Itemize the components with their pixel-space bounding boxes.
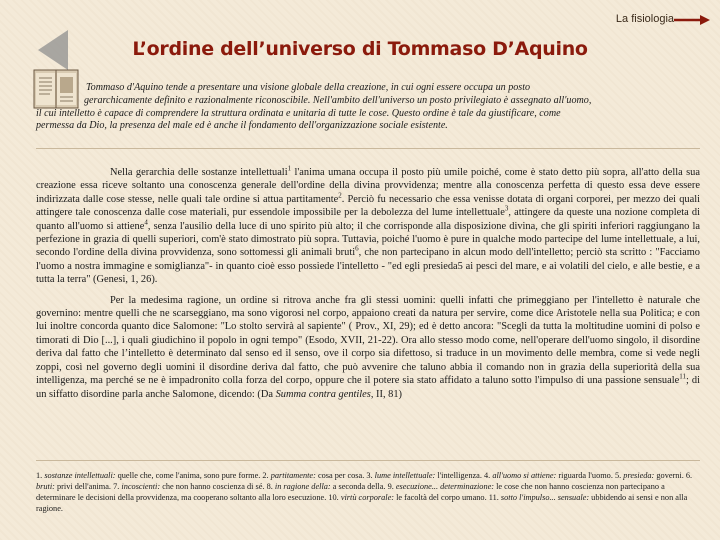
note-ref-4: 4: [144, 218, 148, 227]
note-ref-2: 2: [338, 191, 342, 200]
footnote-definition: privi dell'anima.: [54, 482, 112, 491]
divider-bottom: [36, 460, 700, 461]
footnote-number: 4.: [484, 471, 491, 480]
footnote-definition: quelle che, come l'anima, sono pure forme.: [115, 471, 261, 480]
footnote-number: 11.: [488, 493, 499, 502]
footnote-number: 6.: [685, 471, 693, 480]
footnote-number: 2.: [262, 471, 269, 480]
footnote-definition: governi.: [654, 471, 684, 480]
intro-line-3: il cui intelletto è capace di comprendere la struttura ordinata e unitaria di tutte le cose. Questo ordine è tale da giustificare, come: [36, 107, 561, 119]
footnote-term: determinazione:: [440, 482, 495, 491]
intro-text: [36, 82, 698, 133]
footnote-term: bruti:: [36, 482, 55, 491]
footnote-definition: riguarda l'uomo.: [556, 471, 613, 480]
intro-line-1: Tommaso d'Aquino tende a presentare una visione globale della creazione, in cui ogni essere occupa un posto: [86, 82, 531, 93]
footnote-definition: che non hanno coscienza di sé.: [160, 482, 265, 491]
note-ref-1: 1: [287, 164, 292, 173]
footnote-item: [262, 471, 366, 480]
footnote-term: lume intellettuale:: [374, 471, 436, 480]
p1-text-6: , che non partecipano in alcun modo dell'intelletto; perciò sta scritto : "Facciamo l'uomo a nostra immagine e somiglianza"- in quanto cioè esso possiede l'intelletto - "ed egli presieda5 ai pesci del mare, e ai volatili del cielo, e alle bestie, e a tutta la terra" (Genesi, 1, 26).: [36, 247, 700, 286]
footnote-number: 7.: [113, 482, 120, 491]
footnote-definition: le facoltà del corpo umano.: [394, 493, 487, 502]
footnote-term: sostanze intellettuali:: [44, 471, 116, 480]
divider-top: [36, 148, 700, 149]
footnote-number: 1.: [36, 471, 43, 480]
page-title: L’ordine dell’universo di Tommaso D’Aquino: [132, 38, 588, 60]
footnote-number: 3.: [366, 471, 373, 480]
p2-text-2: ; di un siffatto disordine parla anche Salomone, dicendo: (Da: [36, 375, 700, 400]
footnote-item: [388, 482, 441, 491]
paragraph-2: [36, 294, 700, 401]
footnote-item: [366, 471, 484, 480]
footnote-item: [113, 482, 266, 491]
footnote-term: incoscienti:: [121, 482, 161, 491]
footnote-item: [615, 471, 686, 480]
footnote-number: 10.: [328, 493, 339, 502]
p1-text-3: . Perciò fu necessario che essa venisse dotata di organi corporei, per mezzo dei quali attingere tale conoscenza dalle cose materiali, pur essendole impossibile per la debolezza del lume intellettuale: [36, 193, 700, 219]
footnote-term: presieda:: [623, 471, 655, 480]
note-ref-3: 3: [504, 204, 509, 213]
work-title: Summa contra gentiles: [275, 388, 371, 400]
intro-line-4: permessa da Dio, la presenza del male ed è anche il fondamento dell'organizzazione sociale esistente.: [36, 120, 448, 132]
section-label: La fisiologia: [615, 13, 674, 25]
footnote-definition: le cose che non hanno coscienza non partecipano a determinare le decisioni della provvidenza, ma cooperano soltanto alla loro esecuzione.: [36, 482, 665, 502]
footnote-definition: l'intelligenza.: [435, 471, 482, 480]
footnote-item: [36, 471, 262, 480]
footnote-item: [484, 471, 615, 480]
footnotes: [36, 470, 698, 514]
next-arrow-icon[interactable]: [674, 15, 710, 25]
p1-text-4: , attingere da queste una nozione completa di quanto all'uomo si attiene: [36, 207, 700, 232]
footnote-term: partitamente:: [270, 471, 316, 480]
intro-line-2: gerarchicamente definito e razionalmente riconoscibile. Nell'ambito dell'universo un posto privilegiato è assegnato all'uomo,: [84, 94, 592, 106]
p1-text-2: l'anima umana occupa il posto più umile poiché, come è stato detto più sopra, all'atto della sua creazione essa riceve soltanto una conoscenza generale dell'ordine della divina provvidenza; mentre alla conoscenza perfetta di questo essa deve essere indirizzata dalle cose stesse, nelle quali tale ordine si attua partitamente: [36, 167, 700, 205]
footnote-term: sotto l'impulso... sensuale:: [500, 493, 590, 502]
footnote-item: [267, 482, 388, 491]
footnote-item: [328, 493, 488, 502]
p1-text-5: , senza l'ausilio della luce di uno spirito più alto; il che corrisponde alla disposizione divina, che gli spiriti inferiori raggiungano la perfezione in grazia di quelli superiori, com'è stato dimostrato più sopra. Tuttavia, poiché l'uomo è pure in qualche modo partecipe del lume intellettuale, a lui, secondo l'ordine della divina provvidenza, sono sottomessi gli animali bruti: [36, 220, 701, 259]
p2-text-1: Per la medesima ragione, un ordine si ritrova anche fra gli stessi uomini: quelli infatti che primeggiano per l'intelletto è naturale che governino: mentre quelli che ne scarseggiano, ma sono vigorosi nel corpo, appaiono creati da natura per servire, come dice Aristotele nella sua Politica; e con lui inoltre concorda quanto dice Salomone: "Lo stolto servirà al sapiente" ( Prov., XI, 29); ed è detto ancora: "Scegli da tutta la moltitudine uomini di polso e timorati di Dio [...], i quali giudichino il popolo in ogni tempo" (Esodo, XVII, 21-22). Ora allo stesso modo come, nell'operare dell'uomo singolo, il disordine deriva dal fatto che l’intelletto è determinato dal senso ed il senso, ove il corpo sia difettoso, si traduce in un movimento delle membra, come si vede negli zoppi, così nel governo degli uomini il disordine deriva dal fatto, che può avvenire che taluno abbia il comando non in grazia della superiorità della sua intelligenza, ma perché se ne è impadronito colla forza del corpo, oppure che il potere sia stato affidato a taluno sotto l'impulso di una passione sensuale: [36, 294, 700, 387]
p2-text-3: , II, 81): [370, 388, 403, 400]
footnote-number: 5.: [614, 471, 622, 480]
note-ref-6: 6: [355, 244, 359, 253]
paragraph-1: [36, 166, 700, 287]
footnote-definition: ubbidendo ai sensi e non alla ragione.: [36, 493, 688, 513]
footnote-number: 8.: [266, 482, 273, 491]
footnote-definition: a seconda della.: [330, 482, 386, 491]
footnote-definition: cosa per cosa.: [315, 471, 365, 480]
note-ref-11: 11: [679, 372, 686, 381]
footnote-term: in ragione della:: [274, 482, 331, 491]
footnote-number: 9.: [387, 482, 394, 491]
footnote-term: virtù corporale:: [340, 493, 395, 502]
body-text: [36, 166, 700, 401]
footnote-term: esecuzione...: [395, 482, 439, 491]
p1-text-1: Nella gerarchia delle sostanze intellettuali: [110, 167, 288, 178]
footnote-term: all'uomo si attiene:: [492, 471, 557, 480]
